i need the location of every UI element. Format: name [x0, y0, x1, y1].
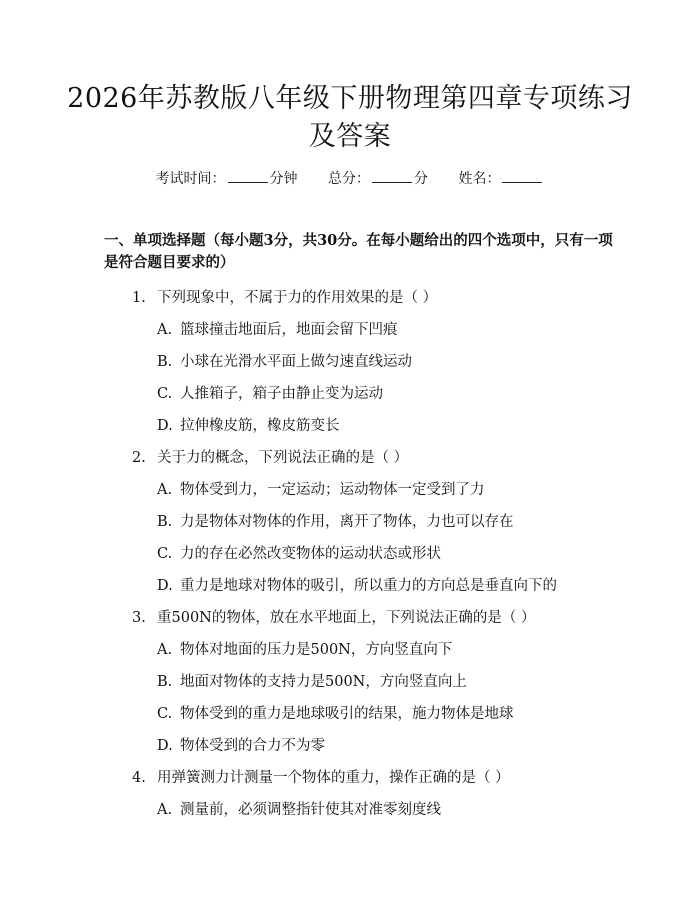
option-b[interactable] — [0, 348, 700, 376]
option-text: 测量前，必须调整指针使其对准零刻度线 — [180, 802, 441, 818]
option-a[interactable] — [0, 796, 700, 824]
option-letter: B. — [157, 674, 173, 690]
question-stem — [0, 764, 700, 792]
name-label: 姓名： — [458, 171, 501, 187]
exam-name — [458, 168, 544, 188]
option-text: 地面对物体的支持力是500N，方向竖直向上 — [180, 674, 467, 690]
score-blank[interactable] — [372, 169, 412, 183]
question-1 — [0, 284, 700, 440]
time-unit: 分钟 — [269, 171, 298, 187]
option-text: 力的存在必然改变物体的运动状态或形状 — [180, 546, 441, 562]
exam-score — [328, 168, 428, 188]
time-label: 考试时间： — [155, 171, 226, 187]
question-stem — [0, 284, 700, 312]
option-d[interactable] — [0, 572, 700, 600]
score-label: 总分： — [328, 171, 370, 187]
question-text: 关于力的概念，下列说法正确的是（ ） — [157, 450, 409, 466]
question-stem — [0, 444, 700, 472]
option-text: 物体受到的重力是地球吸引的结果，施力物体是地球 — [180, 706, 514, 722]
option-letter: D. — [157, 578, 173, 594]
question-3 — [0, 604, 700, 760]
exam-meta — [0, 168, 700, 188]
question-text: 重500N的物体，放在水平地面上，下列说法正确的是（ ） — [157, 610, 536, 626]
question-number: 4. — [132, 770, 146, 786]
option-letter: C. — [157, 706, 173, 722]
option-letter: A. — [157, 482, 173, 498]
option-letter: A. — [157, 322, 173, 338]
option-text: 物体受到的合力不为零 — [180, 738, 325, 754]
option-text: 篮球撞击地面后，地面会留下凹痕 — [180, 322, 398, 338]
option-text: 物体受到力，一定运动；运动物体一定受到了力 — [180, 482, 485, 498]
question-2 — [0, 444, 700, 600]
option-letter: D. — [157, 418, 173, 434]
option-d[interactable] — [0, 412, 700, 440]
question-text: 用弹簧测力计测量一个物体的重力，操作正确的是（ ） — [157, 770, 510, 786]
option-text: 拉伸橡皮筋，橡皮筋变长 — [180, 418, 340, 434]
name-blank[interactable] — [502, 169, 542, 183]
option-letter: B. — [157, 354, 173, 370]
option-letter: C. — [157, 546, 173, 562]
question-stem — [0, 604, 700, 632]
option-letter: A. — [157, 802, 173, 818]
option-letter: D. — [157, 738, 173, 754]
option-letter: C. — [157, 386, 173, 402]
exam-time — [156, 168, 298, 188]
option-text: 人推箱子，箱子由静止变为运动 — [180, 386, 383, 402]
document-title: 2026年苏教版八年级下册物理第四章专项练习及答案 — [67, 83, 633, 152]
time-blank[interactable] — [228, 169, 268, 183]
option-c[interactable] — [0, 380, 700, 408]
score-unit: 分 — [414, 171, 428, 187]
option-text: 物体对地面的压力是500N，方向竖直向下 — [180, 642, 453, 658]
option-text: 力是物体对物体的作用，离开了物体，力也可以存在 — [180, 514, 514, 530]
option-c[interactable] — [0, 540, 700, 568]
option-letter: A. — [157, 642, 173, 658]
option-letter: B. — [157, 514, 173, 530]
question-text: 下列现象中，不属于力的作用效果的是（ ） — [157, 290, 438, 306]
option-text: 重力是地球对物体的吸引，所以重力的方向总是垂直向下的 — [180, 578, 557, 594]
option-c[interactable] — [0, 700, 700, 728]
question-number: 3. — [132, 610, 146, 626]
question-number: 2. — [132, 450, 146, 466]
option-a[interactable] — [0, 316, 700, 344]
section-heading: 一、单项选择题（每小题3分，共30分。在每小题给出的四个选项中，只有一项是符合题目要求的） — [104, 232, 613, 271]
option-d[interactable] — [0, 732, 700, 760]
option-b[interactable] — [0, 668, 700, 696]
option-a[interactable] — [0, 476, 700, 504]
option-a[interactable] — [0, 636, 700, 664]
question-4 — [0, 764, 700, 824]
question-number: 1. — [132, 290, 146, 306]
question-list — [0, 284, 700, 828]
option-text: 小球在光滑水平面上做匀速直线运动 — [180, 354, 412, 370]
option-b[interactable] — [0, 508, 700, 536]
